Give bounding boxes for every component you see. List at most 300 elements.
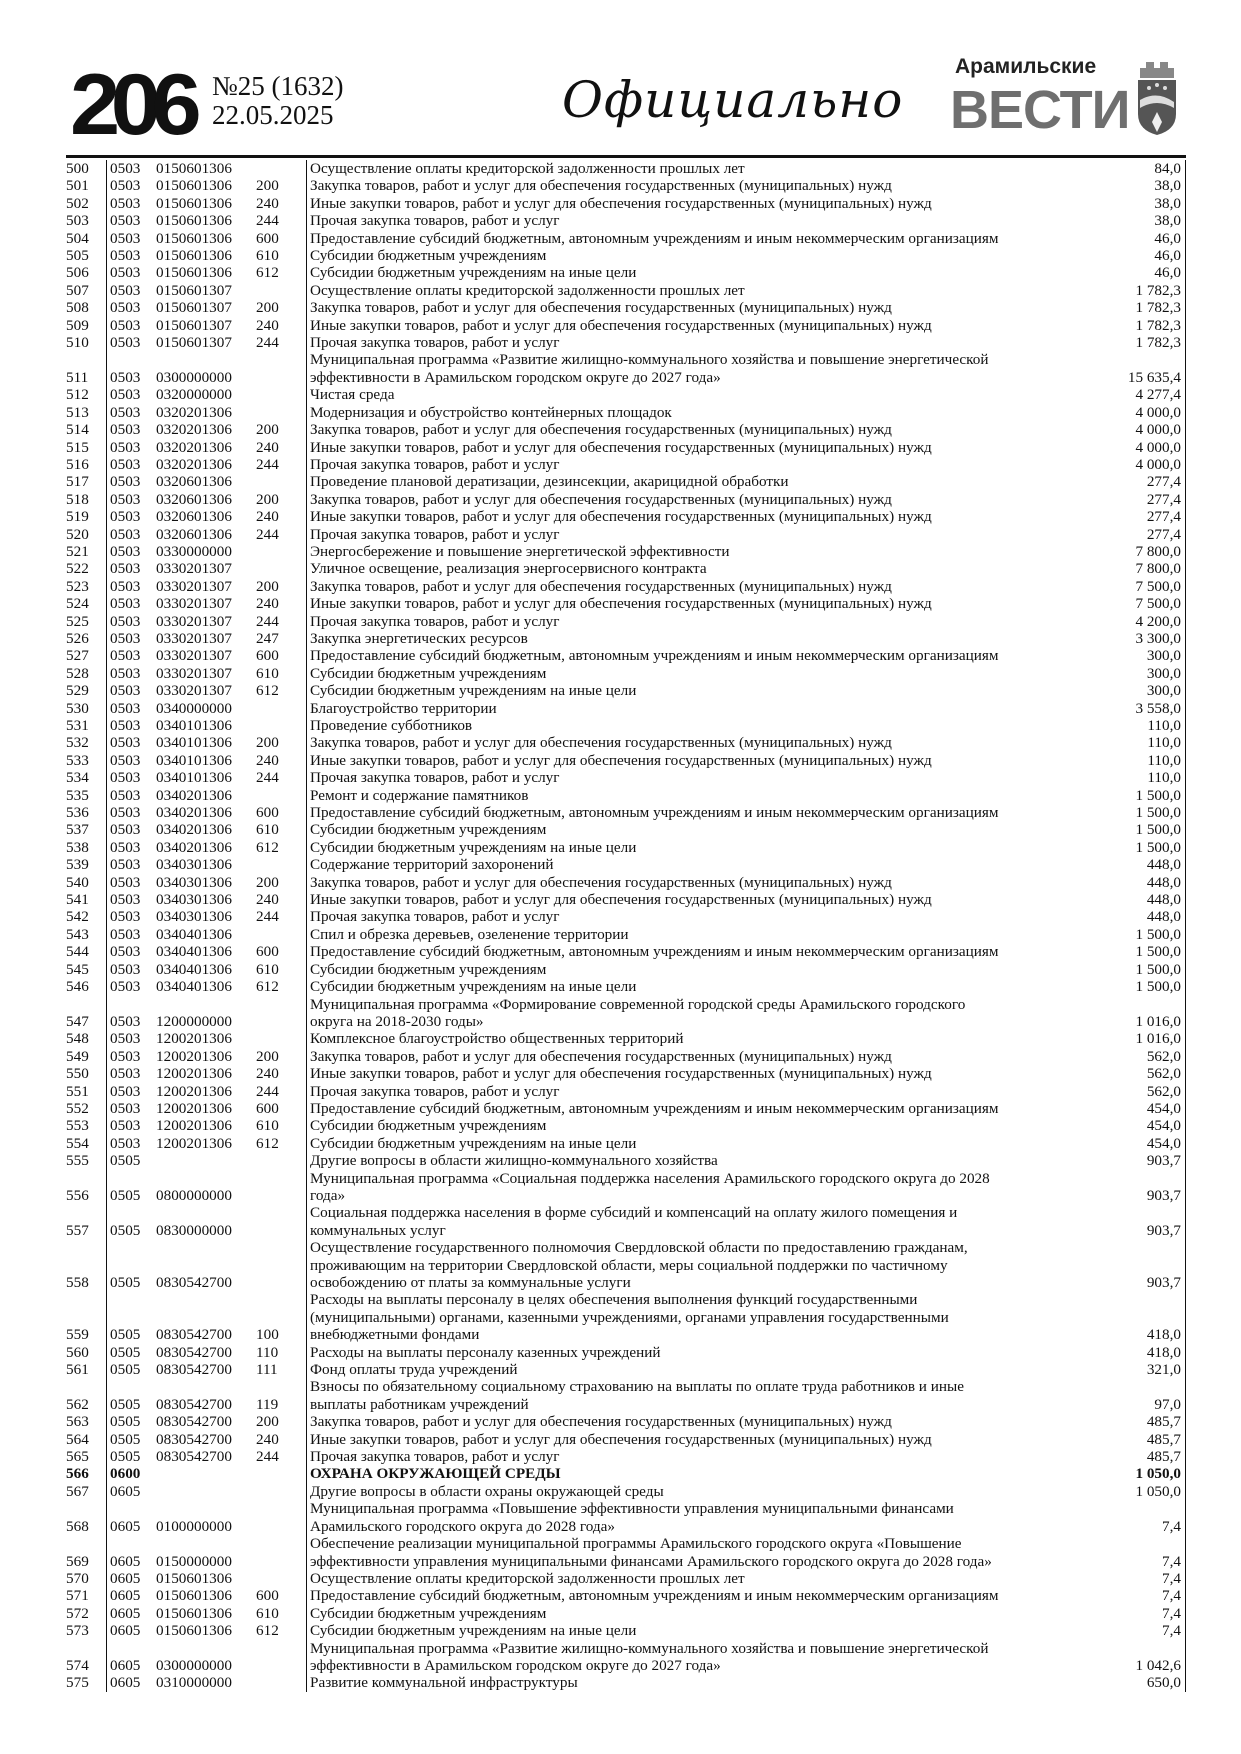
amount [1085, 1361, 1186, 1378]
description [306, 473, 1085, 490]
amount [1085, 195, 1186, 212]
section-code [106, 856, 156, 873]
column-gap [296, 1135, 306, 1152]
expense-type-code-text: 200 [256, 577, 279, 595]
expense-type-code-text: 200 [256, 1047, 279, 1065]
target-code-text: 0330201307 [156, 647, 232, 665]
row-number [66, 613, 106, 630]
expense-type-code [256, 282, 296, 299]
expense-type-code-text: 610 [256, 1117, 279, 1135]
description [306, 212, 1085, 229]
section-code-text: 0505 [110, 1221, 141, 1239]
target-code [156, 491, 256, 508]
amount-text: 7,4 [1162, 1604, 1181, 1622]
target-code [156, 1239, 256, 1291]
row-number-text: 568 [66, 1517, 89, 1535]
expense-type-code [256, 334, 296, 351]
amount [1085, 1640, 1186, 1675]
amount [1085, 1135, 1186, 1152]
amount-text: 1 782,3 [1135, 316, 1181, 334]
row-number-text: 524 [66, 595, 89, 613]
description-text: Субсидии бюджетным учреждениям [310, 247, 547, 265]
amount-text: 1 500,0 [1135, 943, 1181, 961]
target-code-text: 0150601306 [156, 247, 232, 265]
target-code-text: 0340401306 [156, 978, 232, 996]
amount-text: 454,0 [1146, 1099, 1181, 1117]
expense-type-code-text: 244 [256, 455, 279, 473]
row-number [66, 578, 106, 595]
table-row [66, 230, 1186, 247]
section-code [106, 1048, 156, 1065]
target-code-text: 0830542700 [156, 1326, 232, 1344]
expense-type-code-text: 244 [256, 1082, 279, 1100]
row-number-text: 563 [66, 1413, 89, 1431]
description-text: Предоставление субсидий бюджетным, автономным учреждениям и иным некоммерческим организациям [310, 1099, 999, 1117]
expense-type-code-text: 240 [256, 1065, 279, 1083]
row-number-text: 535 [66, 786, 89, 804]
row-number [66, 978, 106, 995]
row-number [66, 282, 106, 299]
column-gap [296, 508, 306, 525]
expense-type-code [256, 891, 296, 908]
table-row [66, 1361, 1186, 1378]
target-code-text: 0330201307 [156, 664, 232, 682]
row-number-text: 519 [66, 508, 89, 526]
row-number [66, 665, 106, 682]
column-gap [296, 769, 306, 786]
table-row [66, 160, 1186, 177]
target-code-text: 0330201307 [156, 629, 232, 647]
section-code-text: 0503 [110, 194, 141, 212]
row-number [66, 1117, 106, 1134]
expense-type-code [256, 247, 296, 264]
description-text: Прочая закупка товаров, работ и услуг [310, 1082, 560, 1100]
description [306, 404, 1085, 421]
table-row [66, 943, 1186, 960]
table-row [66, 386, 1186, 403]
expense-type-code [256, 1170, 296, 1205]
row-number [66, 717, 106, 734]
table-row [66, 177, 1186, 194]
expense-type-code-text: 240 [256, 508, 279, 526]
column-gap [296, 560, 306, 577]
target-code [156, 1378, 256, 1413]
section-code-text: 0505 [110, 1430, 141, 1448]
description [306, 908, 1085, 925]
row-number [66, 1048, 106, 1065]
table-row [66, 804, 1186, 821]
amount-text: 1 016,0 [1135, 1012, 1181, 1030]
amount [1085, 230, 1186, 247]
amount [1085, 1117, 1186, 1134]
section-code [106, 299, 156, 316]
section-code-text: 0503 [110, 960, 141, 978]
expense-type-code-text: 600 [256, 1099, 279, 1117]
budget-table [66, 160, 1186, 1692]
amount [1085, 996, 1186, 1031]
section-code [106, 1378, 156, 1413]
target-code-text: 0320201306 [156, 403, 232, 421]
section-code-text: 0503 [110, 1012, 141, 1030]
section-code-text: 0503 [110, 525, 141, 543]
section-code-text: 0503 [110, 908, 141, 926]
expense-type-code-text: 244 [256, 908, 279, 926]
row-number [66, 421, 106, 438]
row-number [66, 1030, 106, 1047]
section-code [106, 1065, 156, 1082]
description-text: Субсидии бюджетным учреждениям на иные цели [310, 682, 637, 700]
section-code-text: 0605 [110, 1622, 141, 1640]
section-code [106, 473, 156, 490]
section-code [106, 160, 156, 177]
table-row [66, 1378, 1186, 1413]
expense-type-code-text: 110 [256, 1343, 279, 1361]
row-number-text: 561 [66, 1361, 89, 1379]
target-code-text: 0340301306 [156, 891, 232, 909]
target-code-text: 0150601307 [156, 316, 232, 334]
row-number [66, 560, 106, 577]
expense-type-code-text: 240 [256, 891, 279, 909]
amount-text: 1 042,6 [1135, 1656, 1181, 1674]
description [306, 665, 1085, 682]
expense-type-code [256, 1152, 296, 1169]
section-code-text: 0503 [110, 699, 141, 717]
column-gap [296, 752, 306, 769]
amount-text: 1 500,0 [1135, 804, 1181, 822]
expense-type-code [256, 1465, 296, 1482]
target-code-text: 0340201306 [156, 804, 232, 822]
amount [1085, 1083, 1186, 1100]
section-code-text: 0503 [110, 229, 141, 247]
description-text: Муниципальная программа «Развитие жилищно-коммунального хозяйства и повышение энергетической эффективности в Арамильском городском округе до 2027 года» [310, 1639, 989, 1674]
amount-text: 562,0 [1146, 1065, 1181, 1083]
column-gap [296, 230, 306, 247]
section-code [106, 1640, 156, 1675]
description [306, 734, 1085, 751]
target-code [156, 212, 256, 229]
amount [1085, 874, 1186, 891]
expense-type-code [256, 491, 296, 508]
description [306, 421, 1085, 438]
table-row [66, 1344, 1186, 1361]
expense-type-code [256, 926, 296, 943]
target-code-text: 0330201307 [156, 560, 232, 578]
table-row [66, 613, 1186, 630]
expense-type-code [256, 734, 296, 751]
target-code-text: 0830542700 [156, 1448, 232, 1466]
column-gap [296, 926, 306, 943]
amount-text: 903,7 [1146, 1221, 1181, 1239]
row-number-text: 532 [66, 734, 89, 752]
row-number-text: 562 [66, 1395, 89, 1413]
expense-type-code-text: 240 [256, 438, 279, 456]
section-code [106, 195, 156, 212]
row-number-text: 504 [66, 229, 89, 247]
expense-type-code [256, 1448, 296, 1465]
table-row [66, 734, 1186, 751]
row-number-text: 547 [66, 1012, 89, 1030]
column-gap [296, 717, 306, 734]
expense-type-code [256, 961, 296, 978]
section-code [106, 978, 156, 995]
expense-type-code-text: 240 [256, 751, 279, 769]
expense-type-code [256, 996, 296, 1031]
expense-type-code [256, 821, 296, 838]
row-number [66, 177, 106, 194]
section-code [106, 1100, 156, 1117]
description-text: Осуществление оплаты кредиторской задолженности прошлых лет [310, 281, 745, 299]
expense-type-code [256, 682, 296, 699]
description [306, 508, 1085, 525]
amount [1085, 1378, 1186, 1413]
description-text: Прочая закупка товаров, работ и услуг [310, 769, 560, 787]
section-code [106, 787, 156, 804]
row-number-text: 543 [66, 925, 89, 943]
expense-type-code [256, 1083, 296, 1100]
amount-text: 562,0 [1146, 1047, 1181, 1065]
description [306, 526, 1085, 543]
table-row [66, 212, 1186, 229]
amount-text: 4 000,0 [1135, 438, 1181, 456]
column-gap [296, 1535, 306, 1570]
amount [1085, 212, 1186, 229]
amount-text: 38,0 [1154, 212, 1181, 230]
description [306, 334, 1085, 351]
description-text: Прочая закупка товаров, работ и услуг [310, 455, 560, 473]
target-code [156, 421, 256, 438]
target-code-text: 0830542700 [156, 1395, 232, 1413]
table-row [66, 595, 1186, 612]
description [306, 961, 1085, 978]
target-code [156, 1117, 256, 1134]
description-text: Развитие коммунальной инфраструктуры [310, 1674, 578, 1692]
target-code-text: 0340101306 [156, 769, 232, 787]
target-code [156, 682, 256, 699]
description [306, 1117, 1085, 1134]
target-code-text: 0830542700 [156, 1343, 232, 1361]
amount-text: 277,4 [1146, 473, 1181, 491]
target-code [156, 856, 256, 873]
target-code-text: 0150601306 [156, 194, 232, 212]
section-code [106, 1030, 156, 1047]
column-gap [296, 787, 306, 804]
description [306, 926, 1085, 943]
section-code [106, 491, 156, 508]
section-code [106, 334, 156, 351]
column-gap [296, 1065, 306, 1082]
target-code [156, 195, 256, 212]
description [306, 264, 1085, 281]
description [306, 299, 1085, 316]
section-code [106, 526, 156, 543]
row-number-text: 513 [66, 403, 89, 421]
column-gap [296, 821, 306, 838]
target-code [156, 439, 256, 456]
section-code [106, 613, 156, 630]
section-code-text: 0503 [110, 717, 141, 734]
description [306, 1640, 1085, 1675]
amount [1085, 1500, 1186, 1535]
row-number [66, 543, 106, 560]
amount-text: 46,0 [1154, 264, 1181, 282]
target-code-text: 1200201306 [156, 1082, 232, 1100]
amount [1085, 282, 1186, 299]
column-gap [296, 1117, 306, 1134]
description [306, 1570, 1085, 1587]
row-number-text: 510 [66, 334, 89, 352]
amount-text: 1 050,0 [1135, 1465, 1181, 1483]
section-code-text: 0503 [110, 160, 141, 177]
column-gap [296, 491, 306, 508]
target-code-text: 0320601306 [156, 508, 232, 526]
section-code [106, 647, 156, 664]
target-code-text: 0150601307 [156, 299, 232, 317]
expense-type-code [256, 1535, 296, 1570]
expense-type-code [256, 264, 296, 281]
section-code-text: 0503 [110, 821, 141, 839]
row-number-text: 534 [66, 769, 89, 787]
target-code-text: 0340301306 [156, 908, 232, 926]
row-number-text: 566 [66, 1465, 89, 1483]
row-number-text: 545 [66, 960, 89, 978]
description-text: Благоустройство территории [310, 699, 497, 717]
column-gap [296, 804, 306, 821]
description-text: Субсидии бюджетным учреждениям [310, 1604, 547, 1622]
target-code [156, 160, 256, 177]
description [306, 1500, 1085, 1535]
section-code-text: 0505 [110, 1413, 141, 1431]
row-number [66, 821, 106, 838]
row-number-text: 530 [66, 699, 89, 717]
amount-text: 454,0 [1146, 1117, 1181, 1135]
section-code [106, 1570, 156, 1587]
amount [1085, 247, 1186, 264]
row-number [66, 1640, 106, 1675]
table-row [66, 1117, 1186, 1134]
expense-type-code [256, 1587, 296, 1604]
row-number-text: 531 [66, 717, 89, 734]
amount [1085, 1048, 1186, 1065]
row-number [66, 1483, 106, 1500]
section-code-text: 0503 [110, 438, 141, 456]
amount-text: 1 782,3 [1135, 299, 1181, 317]
section-code-text: 0605 [110, 1674, 141, 1692]
section-code [106, 839, 156, 856]
row-number [66, 908, 106, 925]
description [306, 1483, 1085, 1500]
section-code-text: 0503 [110, 577, 141, 595]
section-code [106, 508, 156, 525]
amount [1085, 508, 1186, 525]
row-number [66, 1344, 106, 1361]
section-code-text: 0503 [110, 838, 141, 856]
description-text: Проведение плановой дератизации, дезинсекции, акарицидной обработки [310, 473, 789, 491]
target-code [156, 787, 256, 804]
section-code-text: 0503 [110, 612, 141, 630]
column-gap [296, 195, 306, 212]
amount [1085, 526, 1186, 543]
amount [1085, 908, 1186, 925]
amount [1085, 1100, 1186, 1117]
target-code [156, 613, 256, 630]
expense-type-code [256, 421, 296, 438]
expense-type-code [256, 230, 296, 247]
description-text: ОХРАНА ОКРУЖАЮЩЕЙ СРЕДЫ [310, 1465, 561, 1483]
description [306, 1048, 1085, 1065]
expense-type-code-text: 244 [256, 525, 279, 543]
table-row [66, 1535, 1186, 1570]
column-gap [296, 334, 306, 351]
target-code [156, 578, 256, 595]
description-text: Содержание территорий захоронений [310, 856, 554, 874]
section-code [106, 1535, 156, 1570]
amount [1085, 160, 1186, 177]
section-code [106, 1587, 156, 1604]
expense-type-code-text: 600 [256, 647, 279, 665]
expense-type-code [256, 317, 296, 334]
amount-text: 1 016,0 [1135, 1030, 1181, 1048]
row-number [66, 1535, 106, 1570]
target-code [156, 630, 256, 647]
expense-type-code [256, 386, 296, 403]
amount-text: 300,0 [1146, 664, 1181, 682]
target-code [156, 665, 256, 682]
table-row [66, 491, 1186, 508]
section-code [106, 1344, 156, 1361]
row-number-text: 506 [66, 264, 89, 282]
section-code [106, 1170, 156, 1205]
row-number-text: 538 [66, 838, 89, 856]
expense-type-code-text: 600 [256, 943, 279, 961]
section-code-text: 0505 [110, 1343, 141, 1361]
target-code [156, 177, 256, 194]
section-code [106, 1605, 156, 1622]
row-number [66, 961, 106, 978]
description [306, 1030, 1085, 1047]
amount [1085, 1344, 1186, 1361]
section-code-text: 0605 [110, 1587, 141, 1605]
section-code-text: 0503 [110, 264, 141, 282]
section-code [106, 1465, 156, 1482]
target-code-text: 0340000000 [156, 699, 232, 717]
expense-type-code-text: 610 [256, 960, 279, 978]
row-number [66, 230, 106, 247]
table-row [66, 1239, 1186, 1291]
amount [1085, 1622, 1186, 1639]
target-code [156, 230, 256, 247]
column-gap [296, 1239, 306, 1291]
section-code [106, 682, 156, 699]
expense-type-code-text: 600 [256, 1587, 279, 1605]
expense-type-code [256, 508, 296, 525]
amount-text: 277,4 [1146, 525, 1181, 543]
column-gap [296, 891, 306, 908]
row-number [66, 1170, 106, 1205]
section-code-text: 0503 [110, 1134, 141, 1152]
amount [1085, 752, 1186, 769]
column-gap [296, 856, 306, 873]
description-text: Осуществление оплаты кредиторской задолженности прошлых лет [310, 160, 745, 177]
description-text: Предоставление субсидий бюджетным, автономным учреждениям и иным некоммерческим организациям [310, 647, 999, 665]
table-row [66, 821, 1186, 838]
target-code [156, 1344, 256, 1361]
target-code [156, 1622, 256, 1639]
table-row [66, 578, 1186, 595]
amount-text: 7 800,0 [1135, 560, 1181, 578]
expense-type-code-text: 244 [256, 612, 279, 630]
expense-type-code [256, 1204, 296, 1239]
row-number-text: 554 [66, 1134, 89, 1152]
